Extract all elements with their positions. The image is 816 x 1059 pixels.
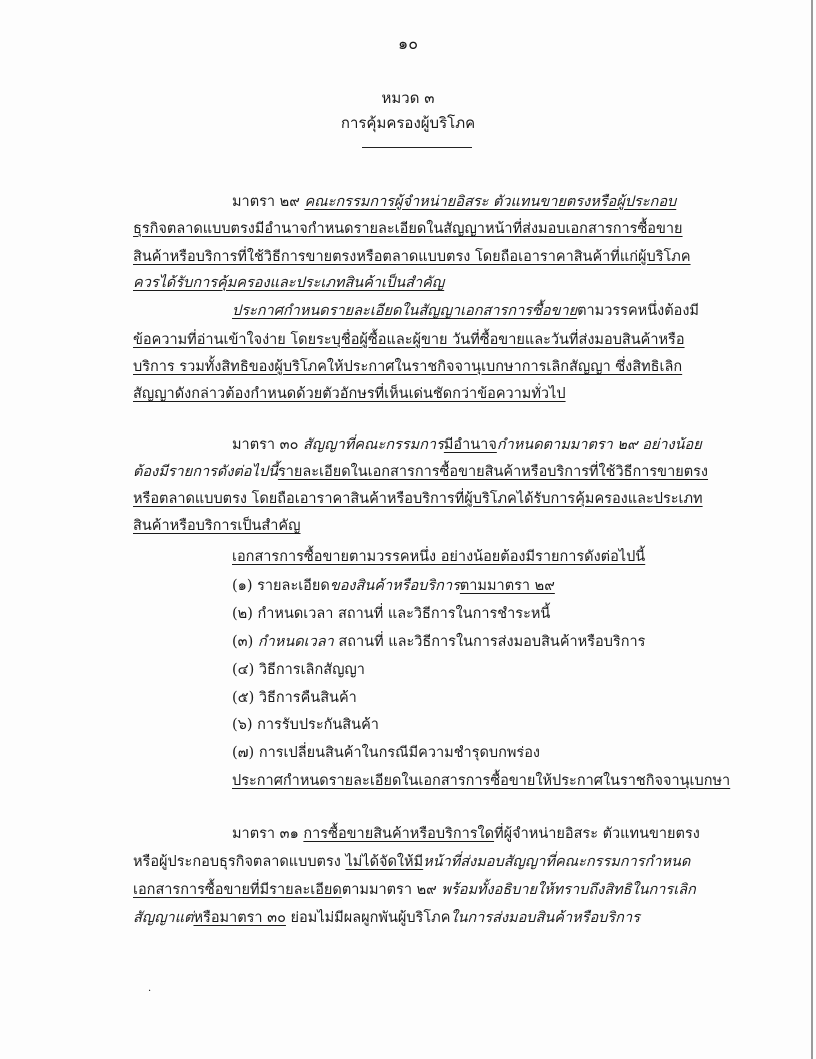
text-segment: ประกาศกำหนดรายละเอียดในเอกสารการซื้อขายให้ประกาศในราชกิจจานุเบกษา xyxy=(232,773,731,789)
text-segment: ต้องมีรายการดังต่อไปนี้ xyxy=(133,464,278,480)
section-30-item-6 xyxy=(232,715,379,735)
text-segment: สถานที่ และวิธีการในการส่งมอบสินค้าหรือบริการ xyxy=(333,634,646,650)
section-30-line-last xyxy=(232,771,730,791)
text-segment: (๗) การเปลี่ยนสินค้าในกรณีมีความชำรุดบกพร่อง xyxy=(232,745,541,761)
text-segment: คณะกรรมการผู้จำหน่ายอิสระ ตัวแทนขายตรงหรือผู้ประกอบ xyxy=(304,194,677,210)
text-segment: (๖) การรับประกันสินค้า xyxy=(232,717,379,733)
text-segment: (๑) รายละเอียด xyxy=(232,578,330,594)
section-30-line-1 xyxy=(232,435,702,455)
text-segment: (๒) กำหนดเวลา สถานที่ และวิธีการในการชำระหนี้ xyxy=(232,606,551,622)
section-29-line-5 xyxy=(232,301,699,321)
text-segment: ย่อมไม่มีผลผูกพันผู้บริโภค xyxy=(285,910,451,926)
scan-edge-line xyxy=(811,0,813,1059)
text-segment: (๕) วิธีการคืนสินค้า xyxy=(232,690,357,706)
text-segment: ของสินค้าหรือบริการ xyxy=(329,578,460,594)
section-30-line-2 xyxy=(133,462,708,482)
text-segment: พร้อมทั้งอธิบายให้ทราบถึงสิทธิในการเลิก xyxy=(441,882,696,898)
chapter-label: หมวด ๓ xyxy=(381,89,435,107)
section-30-item-1 xyxy=(232,576,555,596)
text-segment: มีอำนาจ xyxy=(443,437,497,453)
text-segment: ตามมาตรา ๒๙ xyxy=(459,578,555,594)
text-segment: ที่ผู้จำหน่ายอิสระ ตัวแทนขายตรง xyxy=(494,826,700,842)
section-29-line-2 xyxy=(133,219,683,239)
text-segment: ไม่ได้จัดให้มี xyxy=(345,854,424,870)
section-29-line-7 xyxy=(133,357,682,377)
text-segment: เอกสารการซื้อขายตามวรรคหนึ่ง อย่างน้อยต้องมีรายการดังต่อไปนี้ xyxy=(232,549,646,565)
section-29-line-3 xyxy=(133,247,691,267)
text-segment: รายละเอียดในเอกสารการซื้อขายสินค้าหรือบริการที่ใช้วิธีการขายตรง xyxy=(277,464,709,480)
text-segment: สัญญาที่คณะกรรมการ xyxy=(303,437,444,453)
text-segment: มาตรา ๓๐ xyxy=(232,437,304,453)
text-segment: ตามมาตรา ๒๙ xyxy=(341,882,442,898)
text-segment: หรือตลาดแบบตรง โดยถือเอาราคาสินค้าหรือบริการที่ผู้บริโภคได้รับการคุ้มครองและประเภท xyxy=(133,491,703,507)
section-30-item-3 xyxy=(232,632,645,652)
section-30-line-4 xyxy=(133,516,300,536)
text-segment: (๓) xyxy=(232,634,258,650)
section-30-item-4 xyxy=(232,660,365,680)
section-31-line-2 xyxy=(133,852,690,872)
text-segment: สัญญาดังกล่าวต้องกำหนดด้วยตัวอักษรที่เห็นเด่นชัดกว่าข้อความทั่วไป xyxy=(133,386,566,402)
text-segment: เอกสารการซื้อขายที่มีรายละเอียด xyxy=(133,882,342,898)
text-segment: กำหนดเวลา xyxy=(257,634,334,650)
text-segment: หรือผู้ประกอบธุรกิจตลาดแบบตรง xyxy=(133,854,346,870)
chapter-title: การคุ้มครองผู้บริโภค xyxy=(340,114,476,132)
section-30-item-7 xyxy=(232,743,540,763)
text-segment: (๔) วิธีการเลิกสัญญา xyxy=(232,662,365,678)
section-31-line-1 xyxy=(232,824,700,844)
text-segment: สินค้าหรือบริการที่ใช้วิธีการขายตรงหรือตลาดแบบตรง โดยถือเอาราคาสินค้าที่แก่ผู้บริโภค xyxy=(133,249,691,265)
section-29-line-4 xyxy=(133,273,444,293)
section-30-line-5 xyxy=(232,547,645,567)
text-segment: สินค้าหรือบริการเป็นสำคัญ xyxy=(133,518,301,534)
page-number: ๑๐ xyxy=(398,34,418,53)
section-31-line-4 xyxy=(133,908,640,928)
section-30-item-5 xyxy=(232,688,357,708)
text-segment: บริการ รวมทั้งสิทธิของผู้บริโภคให้ประกาศในราชกิจจานุเบกษาการเลิกสัญญา ซึ่งสิทธิเลิก xyxy=(133,359,683,375)
text-segment: ประกาศกำหนดรายละเอียดในสัญญาเอกสารการซื้อขาย xyxy=(232,303,578,319)
text-segment: ธุรกิจตลาดแบบตรงมีอำนาจกำหนดรายละเอียดในสัญญาหน้าที่ส่งมอบเอกสารการซื้อขาย xyxy=(133,221,683,237)
text-segment: ควรได้รับการคุ้มครองและประเภทสินค้าเป็นสำคัญ xyxy=(133,275,445,291)
section-31-line-3 xyxy=(133,880,696,900)
text-segment: หรือมาตรา ๓๐ xyxy=(193,910,286,926)
scan-speck: · xyxy=(148,986,152,997)
text-segment: มาตรา ๒๙ xyxy=(232,194,305,210)
section-29-line-1 xyxy=(232,192,676,212)
text-segment: ข้อความที่อ่านเข้าใจง่าย โดยระบุชื่อผู้ซื้อและผู้ขาย วันที่ซื้อขายและวันที่ส่งมอบสินค้าหรือ xyxy=(133,332,685,348)
text-segment: การซื้อขายสินค้าหรือบริการใด xyxy=(303,826,495,842)
text-segment: หน้าที่ส่งมอบสัญญาที่คณะกรรมการกำหนด xyxy=(423,854,691,870)
text-segment: สัญญาแต่ xyxy=(133,910,194,926)
section-29-line-6 xyxy=(133,330,685,350)
section-30-line-3 xyxy=(133,489,703,509)
text-segment: กำหนดตามมาตรา ๒๙ อย่างน้อย xyxy=(496,437,702,453)
title-underline-rule xyxy=(362,147,472,148)
text-segment: ในการส่งมอบสินค้าหรือบริการ xyxy=(450,910,640,926)
section-29-line-8 xyxy=(133,384,566,404)
text-segment: ตามวรรคหนึ่งต้องมี xyxy=(577,303,699,319)
section-30-item-2 xyxy=(232,604,550,624)
text-segment: มาตรา ๓๑ xyxy=(232,826,304,842)
